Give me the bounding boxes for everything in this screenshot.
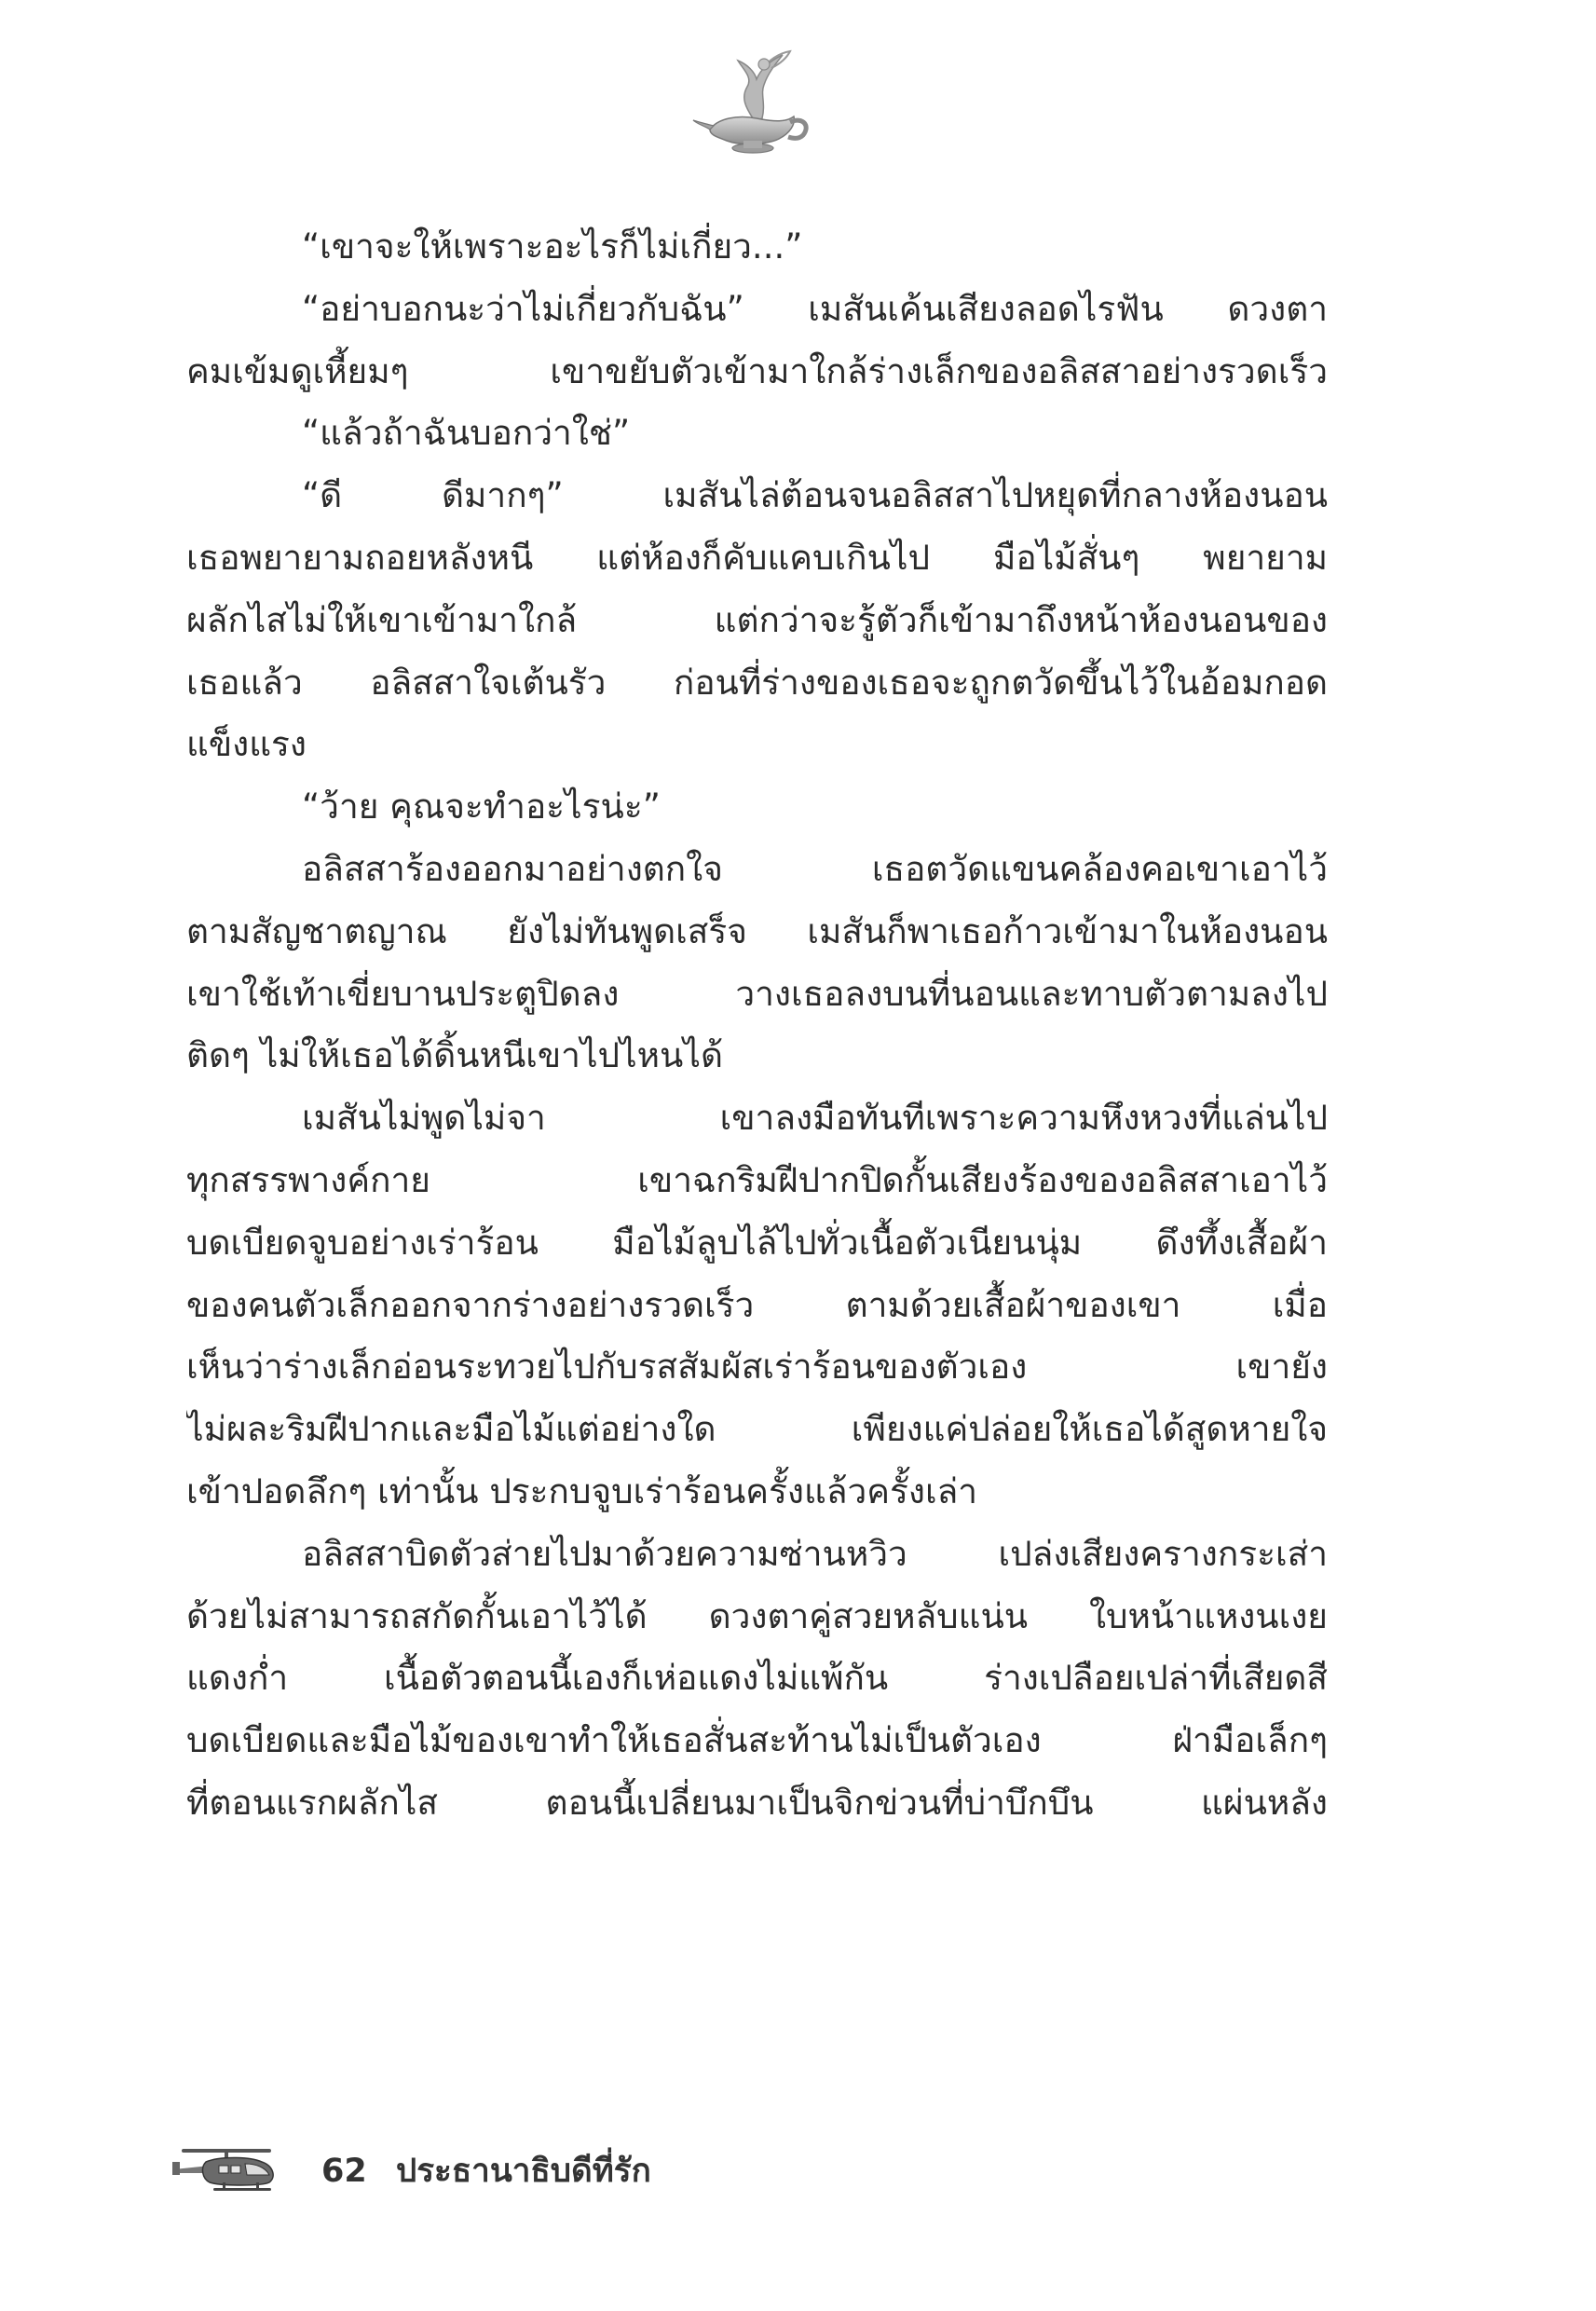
body-text (186, 216, 1328, 1835)
page-footer (172, 2143, 1011, 2199)
text-line: เข้าปอดลึกๆ เท่านั้น ประกบจูบเร่าร้อนครั้งแล้วครั้งเล่า (186, 1470, 978, 1511)
genie-lamp-icon (689, 33, 820, 163)
text-line: เธอแล้ว อลิสสาใจเต้นรัว ก่อนที่ร่างของเธอจะถูกตวัดขึ้นไว้ในอ้อมกอด (186, 662, 1328, 703)
text-line: ติดๆ ไม่ให้เธอได้ดิ้นหนีเขาไปไหนได้ (186, 1035, 723, 1076)
text-line: ตามสัญชาตญาณ ยังไม่ทันพูดเสร็จ เมสันก็พาเธอก้าวเข้ามาในห้องนอน (186, 910, 1328, 951)
text-line: แดงก่ำ เนื้อตัวตอนนี้เองก็เห่อแดงไม่แพ้กัน ร่างเปลือยเปล่าที่เสียดสี (186, 1658, 1328, 1699)
page-number: 62 (321, 2153, 367, 2190)
text-line: ทุกสรรพางค์กาย เขาฉกริมฝีปากปิดกั้นเสียงร้องของอลิสสาเอาไว้ (186, 1159, 1328, 1200)
text-line: ของคนตัวเล็กออกจากร่างอย่างรวดเร็ว ตามด้วยเสื้อผ้าของเขา เมื่อ (186, 1284, 1328, 1325)
text-line: อลิสสาบิดตัวส่ายไปมาด้วยความซ่านหวิว เปล่งเสียงครางกระเส่า (302, 1533, 1328, 1574)
text-line: เมสันไม่พูดไม่จา เขาลงมือทันทีเพราะความหึงหวงที่แล่นไป (302, 1098, 1328, 1139)
text-line: อลิสสาร้องออกมาอย่างตกใจ เธอตวัดแขนคล้องคอเขาเอาไว้ (302, 848, 1328, 889)
text-line: ที่ตอนแรกผลักไส ตอนนี้เปลี่ยนมาเป็นจิกข่วนที่บ่าบึกบึน แผ่นหลัง (186, 1782, 1328, 1823)
text-line: ไม่ผละริมฝีปากและมือไม้แต่อย่างใด เพียงแค่ปล่อยให้เธอได้สูดหายใจ (186, 1409, 1328, 1450)
text-line: บดเบียดจูบอย่างเร่าร้อน มือไม้ลูบไล้ไปทั่วเนื้อตัวเนียนนุ่ม ดึงทึ้งเสื้อผ้า (186, 1222, 1328, 1263)
text-line: “เขาจะให้เพราะอะไรก็ไม่เกี่ยว...” (302, 226, 803, 267)
text-line: เธอพยายามถอยหลังหนี แต่ห้องก็คับแคบเกินไป มือไม้สั่นๆ พยายาม (186, 537, 1328, 578)
text-line: “อย่าบอกนะว่าไม่เกี่ยวกับฉัน” เมสันเค้นเสียงลอดไรฟัน ดวงตา (302, 288, 1328, 329)
text-line: บดเบียดและมือไม้ของเขาทำให้เธอสั่นสะท้านไม่เป็นตัวเอง ฝ่ามือเล็กๆ (186, 1720, 1328, 1761)
text-line: “ดี ดีมากๆ” เมสันไล่ต้อนจนอลิสสาไปหยุดที่กลางห้องนอน (302, 475, 1328, 516)
book-title: ประธานาธิบดีที่รัก (396, 2153, 651, 2190)
text-line: คมเข้มดูเหี้ยมๆ เขาขยับตัวเข้ามาใกล้ร่างเล็กของอลิสสาอย่างรวดเร็ว (186, 350, 1328, 391)
helicopter-icon (172, 2145, 284, 2197)
text-line: ผลักไสไม่ให้เขาเข้ามาใกล้ แต่กว่าจะรู้ตัวก็เข้ามาถึงหน้าห้องนอนของ (186, 599, 1328, 640)
text-line: แข็งแรง (186, 724, 307, 765)
text-line: เขาใช้เท้าเขี่ยบานประตูปิดลง วางเธอลงบนที่นอนและทาบตัวตามลงไป (186, 973, 1328, 1014)
text-line: “แล้วถ้าฉันบอกว่าใช่” (302, 413, 631, 454)
text-line: “ว้าย คุณจะทำอะไรน่ะ” (302, 786, 661, 827)
text-line: เห็นว่าร่างเล็กอ่อนระทวยไปกับรสสัมผัสเร่าร้อนของตัวเอง เขายัง (186, 1347, 1328, 1388)
text-line: ด้วยไม่สามารถสกัดกั้นเอาไว้ได้ ดวงตาคู่สวยหลับแน่น ใบหน้าแหงนเงย (186, 1595, 1328, 1636)
